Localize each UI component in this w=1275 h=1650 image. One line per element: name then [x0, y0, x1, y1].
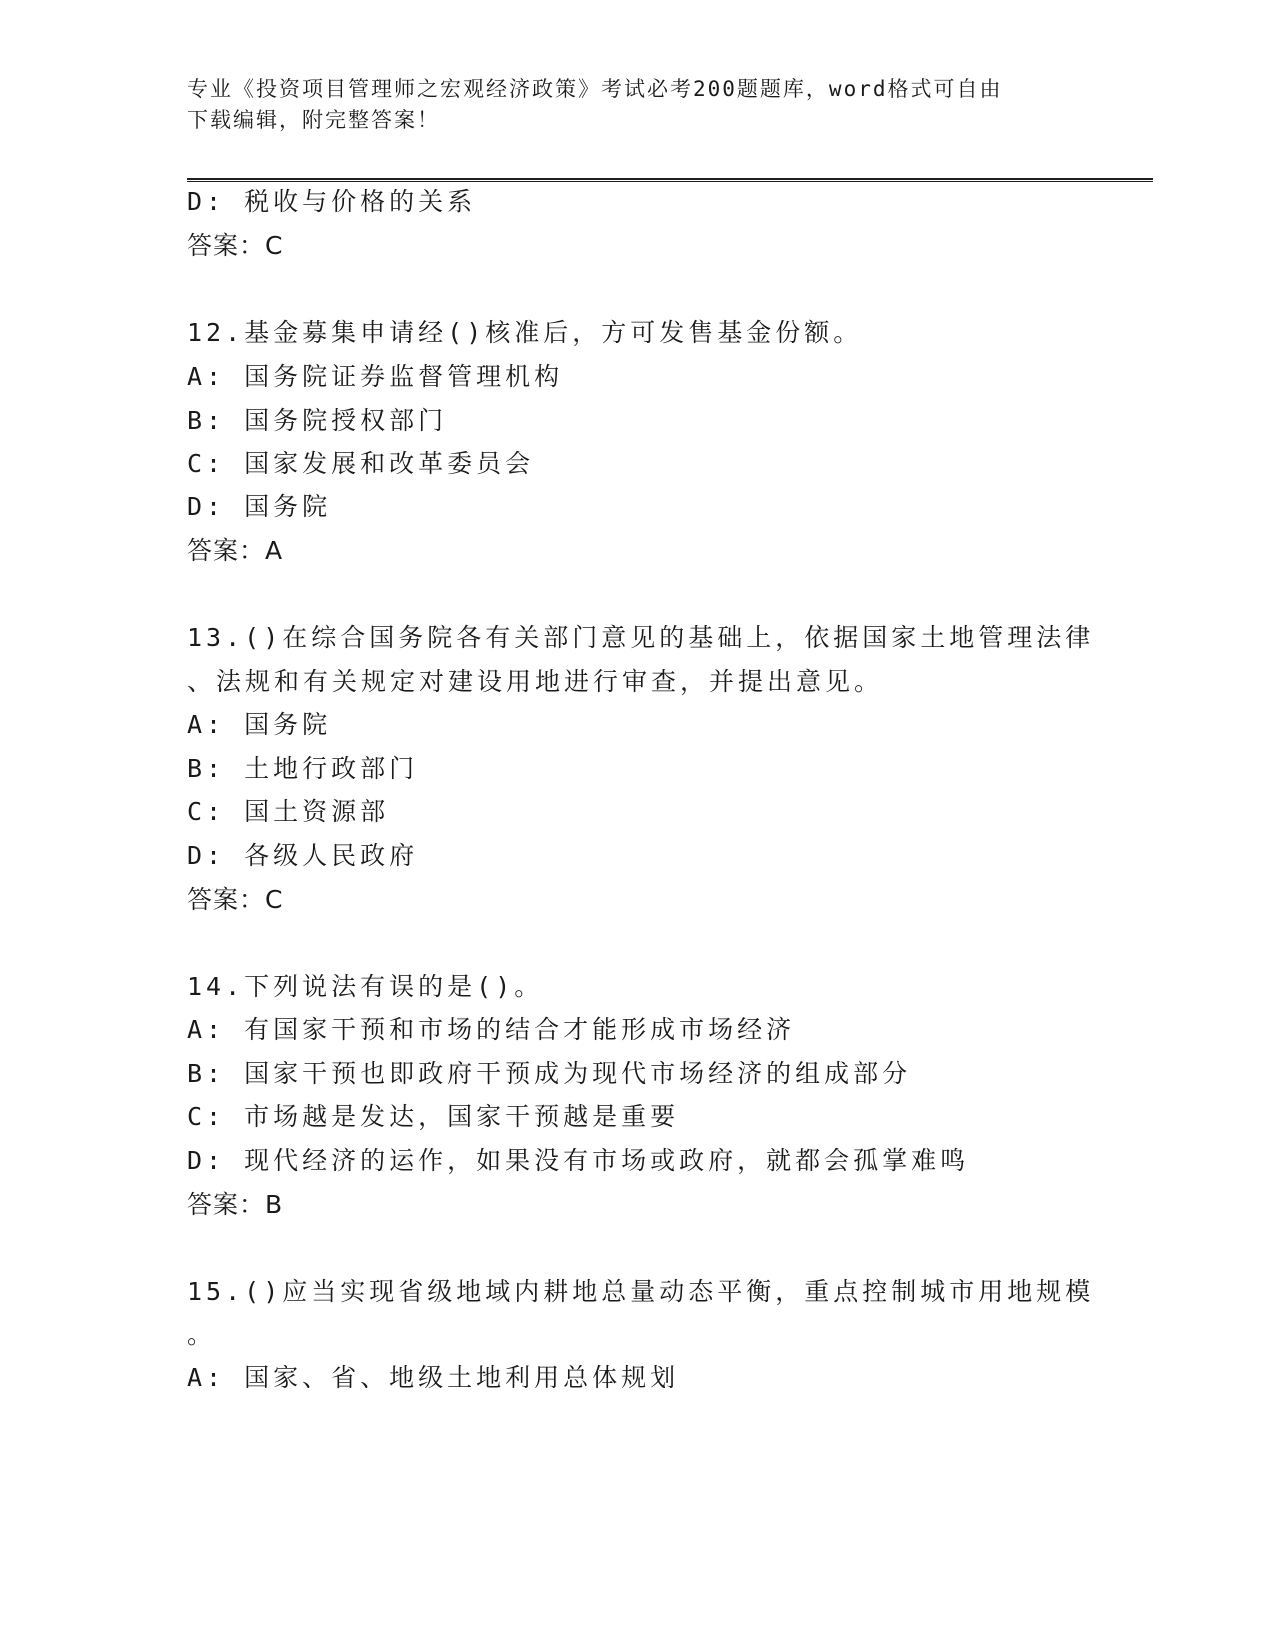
q11-option-d: D: 税收与价格的关系: [187, 187, 477, 216]
document-header: [187, 74, 1067, 136]
q13-stem-line-2: 、法规和有关规定对建设用地进行审查，并提出意见。: [187, 667, 884, 696]
q14-option-c: C: 市场越是发达，国家干预越是重要: [187, 1102, 680, 1131]
q15-option-a: A: 国家、省、地级土地利用总体规划: [187, 1363, 680, 1392]
q13-option-c: C: 国土资源部: [187, 797, 390, 826]
q13-stem-line-1: 13.()在综合国务院各有关部门意见的基础上，依据国家土地管理法律: [187, 623, 1095, 652]
q14-option-b: B: 国家干预也即政府干预成为现代市场经济的组成部分: [187, 1059, 912, 1088]
q12-option-b: B: 国务院授权部门: [187, 406, 448, 435]
q14-option-a: A: 有国家干预和市场的结合才能形成市场经济: [187, 1015, 796, 1044]
q11-answer: 答案：C: [187, 231, 284, 260]
q15-stem-line-2: 。: [187, 1320, 217, 1349]
q15-stem-line-1: 15.()应当实现省级地域内耕地总量动态平衡，重点控制城市用地规模: [187, 1277, 1095, 1306]
q12-option-a: A: 国务院证券监督管理机构: [187, 362, 564, 391]
q14-option-d: D: 现代经济的运作，如果没有市场或政府，就都会孤掌难鸣: [187, 1146, 970, 1175]
q12-answer: 答案：A: [187, 536, 284, 565]
header-divider: [187, 178, 1153, 182]
q12-option-c: C: 国家发展和改革委员会: [187, 449, 535, 478]
q13-answer: 答案：C: [187, 885, 284, 914]
q12-option-d: D: 国务院: [187, 492, 332, 521]
header-line-2: 下载编辑，附完整答案！: [187, 108, 440, 132]
q14-stem: 14.下列说法有误的是()。: [187, 972, 544, 1001]
header-line-1: 专业《投资项目管理师之宏观经济政策》考试必考200题题库，word格式可自由: [187, 77, 1003, 101]
q14-answer: 答案：B: [187, 1190, 284, 1219]
q13-option-b: B: 土地行政部门: [187, 754, 419, 783]
q12-stem: 12.基金募集申请经()核准后，方可发售基金份额。: [187, 318, 863, 347]
q13-option-d: D: 各级人民政府: [187, 841, 419, 870]
q13-option-a: A: 国务院: [187, 710, 332, 739]
